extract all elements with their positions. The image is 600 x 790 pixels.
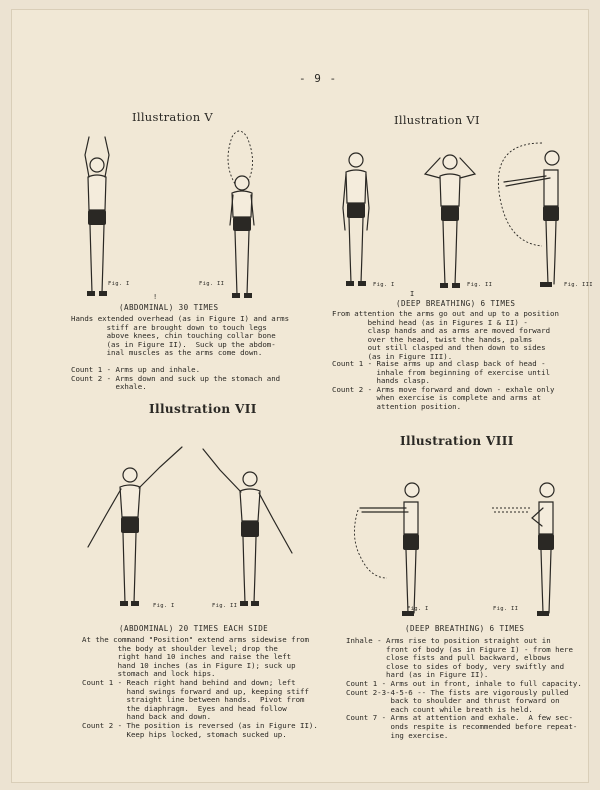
count-line: exhale. (71, 382, 147, 392)
illustration-viii-fig2-label: Fig. II (493, 606, 519, 612)
illustration-vi-fig1-drawing (343, 153, 369, 286)
text-line: behind head (as in Figures I & II) - (332, 317, 528, 327)
count-line: Count 1 - Arms up and inhale. (71, 365, 201, 374)
illustration-v-caption: (ABDOMINAL) 30 TIMES (119, 303, 219, 312)
count-line: Count 2 - Arms down and suck up the stomach and (71, 373, 281, 383)
illustration-v-description (71, 315, 289, 358)
illustration-vii-counts (82, 679, 318, 739)
count-line: Count 2 - Arms move forward and down - exhale only (332, 384, 555, 394)
illustration-v-figures (67, 125, 267, 310)
count-line: Count 1 - Raise arms up and clasp back of head - (332, 359, 546, 368)
illustration-vi-fig2-label: Fig. II (467, 282, 493, 288)
illustration-vii-fig2-drawing (203, 449, 292, 606)
illustration-vi-caption: (DEEP BREATHING) 6 TIMES (396, 299, 516, 308)
text-line: close fists and pull backward, elbows (346, 653, 551, 663)
illustration-vi-description (332, 310, 559, 362)
text-line: Hands extended overhead (as in Figure I) and arms (71, 314, 290, 323)
count-line: Count 2-3-4-5-6 -- The fists are vigorously pulled (346, 687, 569, 697)
text-line: stiff are brought down to touch legs (71, 322, 267, 332)
count-line: Count 1 - Reach right hand behind and down; left (82, 678, 296, 687)
count-line: inhale from beginning of exercise until (332, 367, 551, 377)
illustration-v-tick-mark: ! (153, 293, 158, 301)
illustration-v-fig2-drawing (228, 131, 254, 298)
illustration-vii-caption: (ABDOMINAL) 20 TIMES EACH SIDE (119, 624, 269, 633)
illustration-viii-fig1-drawing (354, 483, 419, 616)
page-number: - 9 - (299, 72, 338, 85)
illustration-viii-counts (346, 680, 582, 740)
text-line: hand 10 inches (as in Figure I); suck up (82, 660, 296, 670)
illustration-v-fig1-drawing (85, 137, 109, 296)
text-line: close to sides of body, very swiftly and (346, 661, 565, 671)
count-line: the diaphragm. Eyes and head follow (82, 703, 287, 713)
document-page (12, 10, 593, 782)
count-line: when exercise is complete and arms at (332, 393, 542, 403)
text-line: clasp hands and as arms are moved forward (332, 326, 551, 336)
text-line: over the head, twist the hands, palms (332, 334, 533, 344)
count-line: each count while breath is held. (346, 704, 533, 714)
illustration-vi-fig3-drawing (498, 143, 559, 287)
count-line: ing exercise. (346, 730, 449, 740)
text-line: right hand 10 inches and raise the left (82, 652, 292, 662)
count-line: Keep hips locked, stomach sucked up. (82, 729, 287, 739)
illustration-v-fig1-label: Fig. I (108, 281, 130, 287)
text-line: (as in Figure III). (332, 351, 453, 361)
text-line: front of body (as in Figure I) - from here (346, 644, 573, 654)
illustration-vii-figures (70, 435, 295, 615)
count-line: straight line between hands. Pivot from (82, 695, 305, 705)
illustration-v-counts (71, 366, 280, 392)
text-line: At the command "Position" extend arms sidewise from (82, 635, 309, 644)
illustration-viii-fig1-label: Fig. I (407, 606, 429, 612)
illustration-vi-counts (332, 360, 554, 412)
text-line: From attention the arms go out and up to a position (332, 309, 559, 318)
count-line: hand back and down. (82, 712, 212, 722)
text-line: inal muscles as the arms come down. (71, 348, 263, 358)
illustration-vii-fig1-drawing (88, 447, 182, 606)
count-line: Count 7 - Arms at attention and exhale. A few sec- (346, 713, 573, 723)
illustration-viii-title: Illustration VIII (400, 434, 514, 448)
count-line: back to shoulder and thrust forward on (346, 696, 560, 706)
illustration-viii-fig2-drawing (492, 483, 554, 616)
count-line: Count 1 - Arms out in front, inhale to full capacity. (346, 679, 582, 688)
text-line: out still clasped and then down to sides (332, 343, 546, 353)
text-line: Inhale - Arms rise to position straight out in (346, 636, 551, 645)
illustration-viii-figures (342, 468, 582, 620)
illustration-vii-description (82, 636, 309, 679)
count-line: attention position. (332, 401, 462, 411)
illustration-vi-fig2-drawing (425, 155, 475, 288)
illustration-vi-title: Illustration VI (394, 113, 480, 127)
count-line: Count 2 - The position is reversed (as in Figure II). (82, 720, 318, 730)
illustration-viii-caption: (DEEP BREATHING) 6 TIMES (405, 624, 525, 633)
illustration-vi-fig1-label: Fig. I (373, 282, 395, 288)
illustration-v-title: Illustration V (132, 110, 213, 124)
illustration-vi-fig3-label: Fig. III (564, 282, 593, 288)
text-line: above knees, chin touching collar bone (71, 331, 276, 341)
illustration-vii-fig2-label: Fig. II (212, 603, 238, 609)
text-line: the body at shoulder level; drop the (82, 643, 278, 653)
illustration-vii-title: Illustration VII (149, 402, 257, 416)
illustration-v-fig2-label: Fig. II (199, 281, 225, 287)
count-line: onds respite is recommended before repeat- (346, 721, 578, 731)
count-line: hands clasp. (332, 376, 430, 386)
text-line: hard (as in Figure II). (346, 670, 489, 680)
illustration-vii-fig1-label: Fig. I (153, 603, 175, 609)
illustration-vi-figures (330, 138, 590, 298)
text-line: (as in Figure II). Suck up the abdom- (71, 339, 276, 349)
count-line: hand swings forward and up, keeping stiff (82, 686, 309, 696)
illustration-vi-tick-mark: I (410, 290, 415, 298)
illustration-viii-description (346, 637, 573, 680)
text-line: stomach and lock hips. (82, 669, 216, 679)
